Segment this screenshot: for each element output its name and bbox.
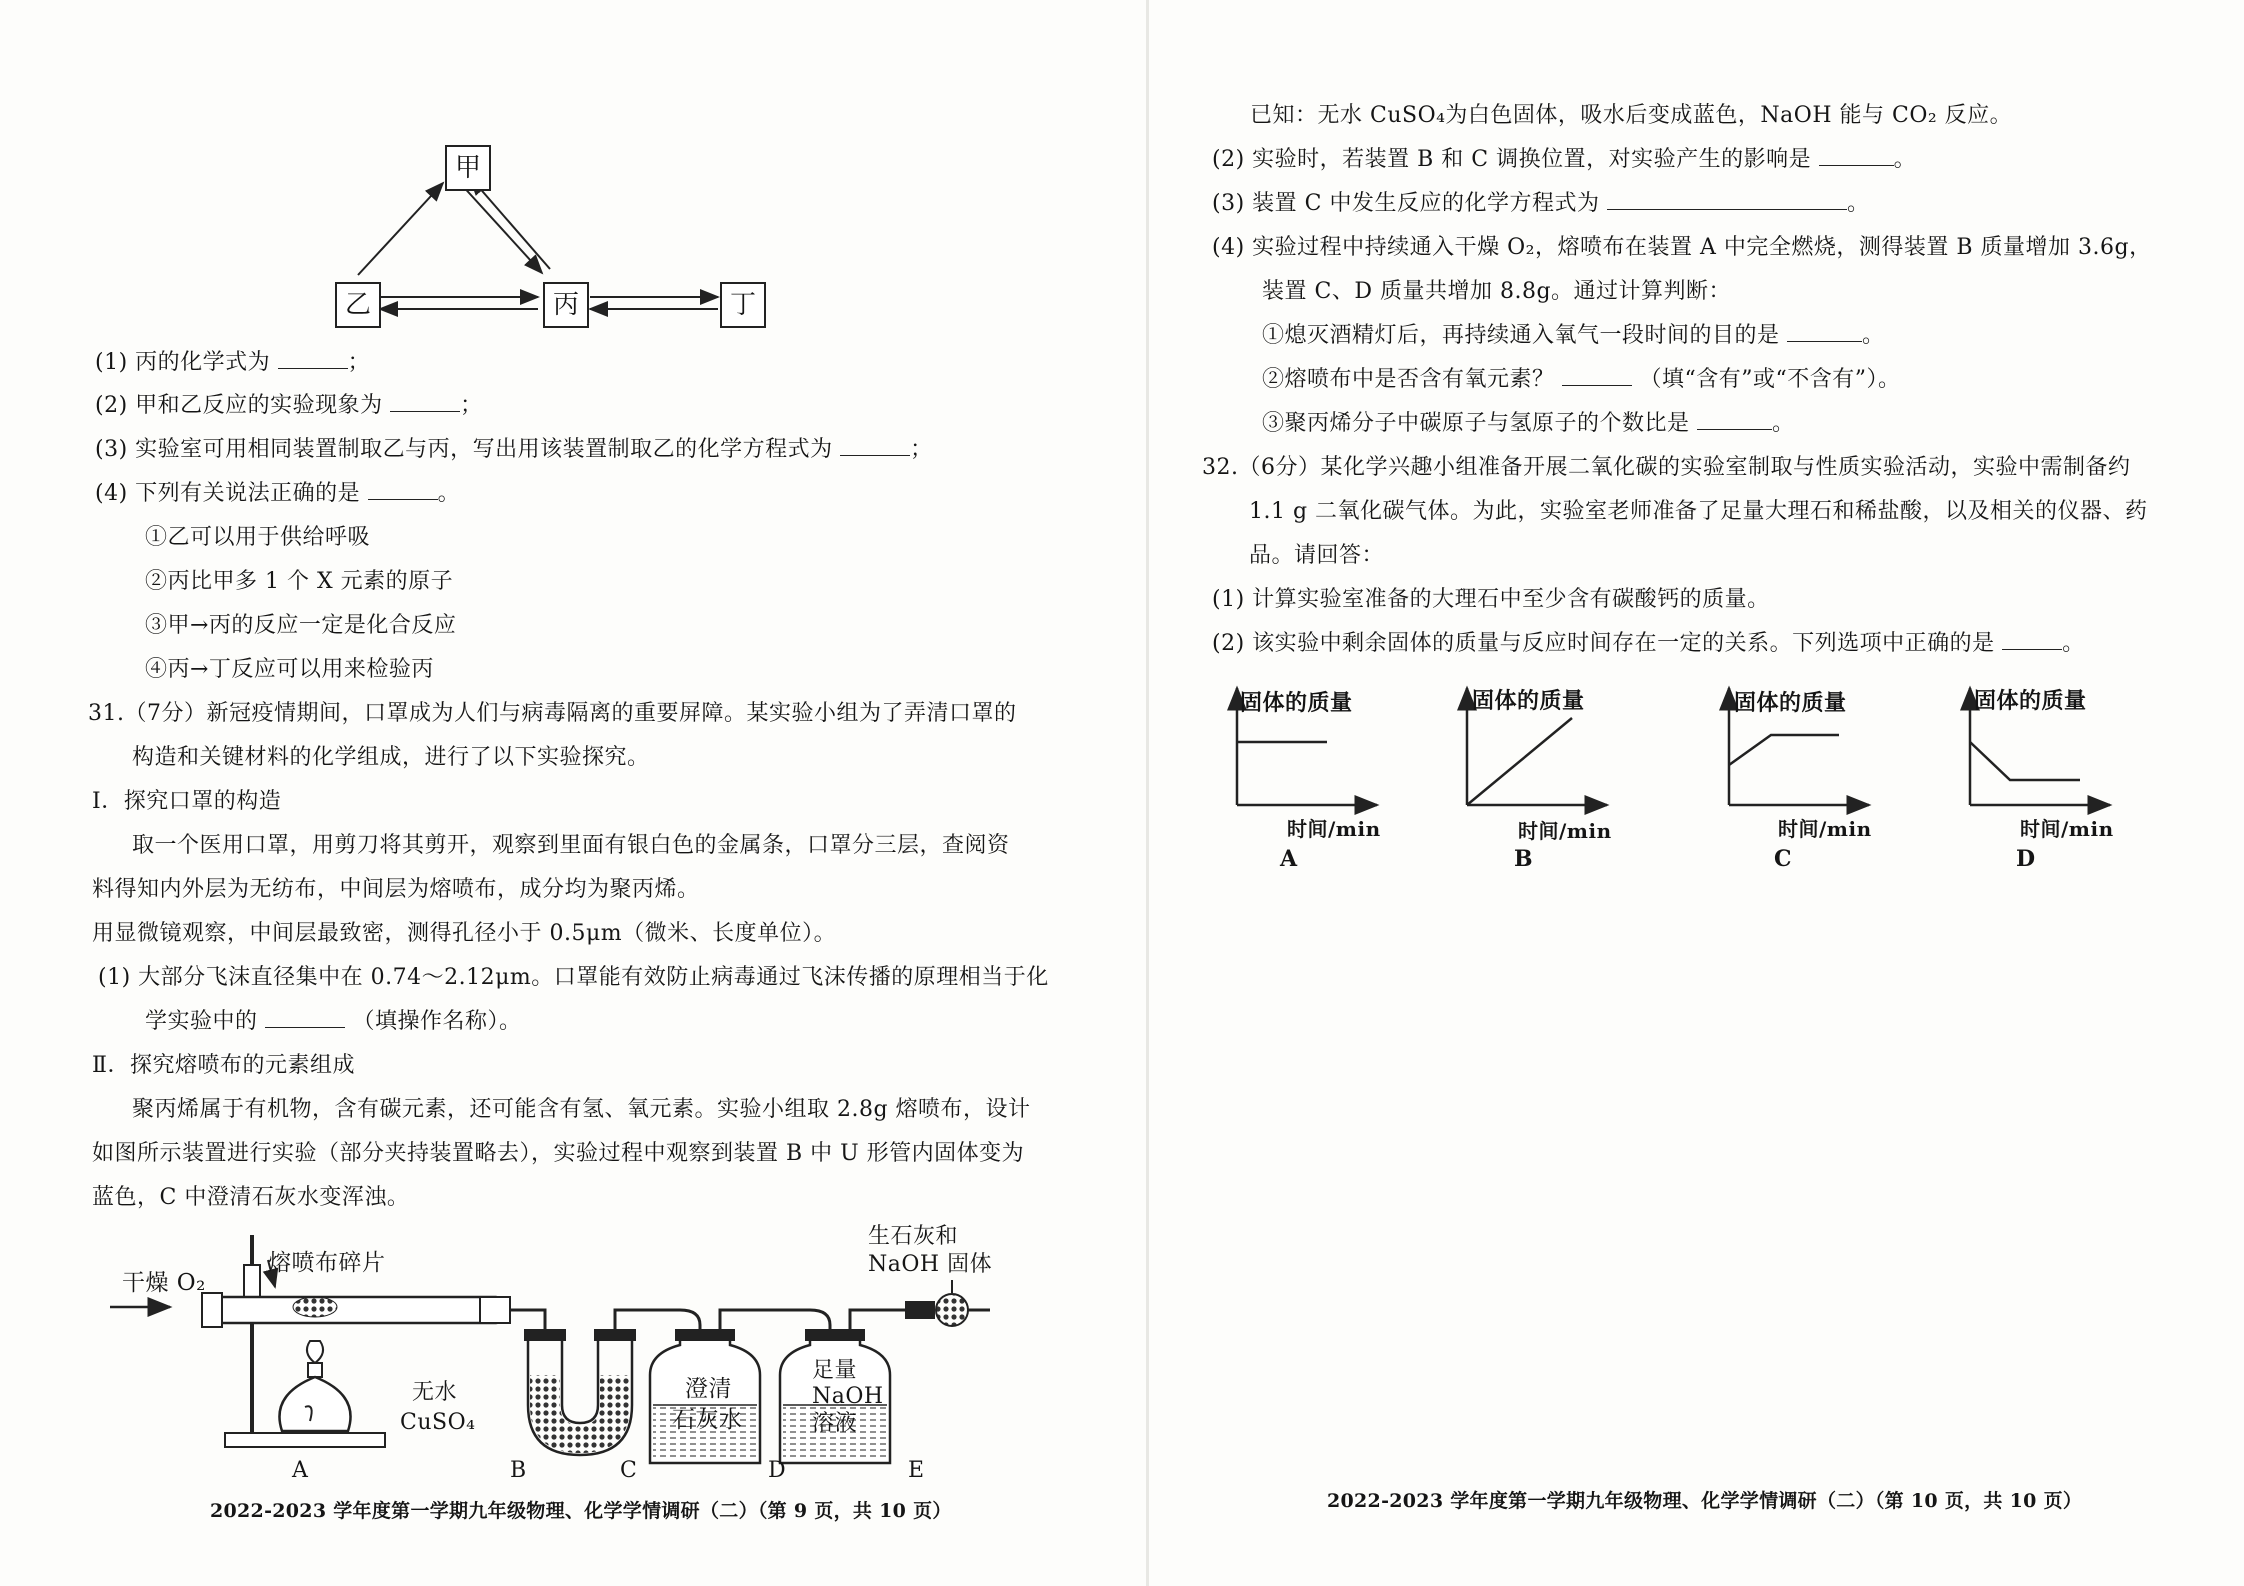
q31-4-b: ②熔喷布中是否含有氧元素？ （填“含有”或“不含有”）。 <box>1262 367 1901 392</box>
graph-c-xlabel: 时间/min <box>1778 817 1872 841</box>
graph-c-curve <box>1729 735 1839 765</box>
q32-stem-2: 1.1 g 二氧化碳气体。为此，实验室老师准备了足量大理石和稀盐酸，以及相关的仪器、药 <box>1249 499 2148 524</box>
apparatus-label-d: D <box>768 1458 787 1483</box>
q31-stem-2: 构造和关键材料的化学组成，进行了以下实验探究。 <box>132 745 650 770</box>
limewater-label-2: 石灰水 <box>672 1407 743 1433</box>
naoh-label-3: 溶液 <box>812 1411 858 1436</box>
graph-d-curve <box>1970 742 2080 780</box>
sample-label: 熔喷布碎片 <box>268 1250 386 1276</box>
graph-a-option[interactable]: A <box>1280 846 1298 872</box>
para-2-line-1: 聚丙烯属于有机物，含有碳元素，还可能含有氢、氧元素。实验小组取 2.8g 熔喷布，设计 <box>132 1097 1031 1122</box>
para-2-line-3: 蓝色，C 中澄清石灰水变浑浊。 <box>92 1185 410 1210</box>
answer-blank[interactable] <box>2002 629 2062 650</box>
footer-right: 2022-2023 学年度第一学期九年级物理、化学学情调研（二）（第 10 页，共 10 页） <box>1327 1490 2083 1512</box>
section-2-title: Ⅱ．探究熔喷布的元素组成 <box>92 1053 355 1078</box>
naoh-label-2: NaOH <box>812 1384 884 1409</box>
para-1-line-3: 用显微镜观察，中间层最致密，测得孔径小于 0.5μm（微米、长度单位）。 <box>92 921 837 946</box>
q30-2: (2) 甲和乙反应的实验现象为 ； <box>95 393 483 418</box>
q31-1-line-2: 学实验中的 （填操作名称）。 <box>145 1009 522 1034</box>
q31-2: (2) 实验时，若装置 B 和 C 调换位置，对实验产生的影响是 。 <box>1212 147 1917 172</box>
answer-blank[interactable] <box>265 1007 345 1028</box>
apparatus-label-b: B <box>510 1458 527 1483</box>
answer-blank[interactable] <box>278 348 348 369</box>
apparatus-label-e: E <box>908 1458 925 1483</box>
q31-stem-1: 31.（7分）新冠疫情期间，口罩成为人们与病毒隔离的重要屏障。某实验小组为了弄清口罩的 <box>88 701 1017 726</box>
node-ding: 丁 <box>720 282 766 328</box>
option-1: ①乙可以用于供给呼吸 <box>145 525 371 550</box>
para-1-line-2: 料得知内外层为无纺布，中间层为熔喷布，成分均为聚丙烯。 <box>92 877 700 902</box>
naoh-label-1: 足量 <box>812 1358 858 1383</box>
graph-b-xlabel: 时间/min <box>1518 819 1612 843</box>
q30-1: (1) 丙的化学式为 ； <box>95 350 371 375</box>
cuso4-label-1: 无水 <box>412 1380 458 1405</box>
answer-blank[interactable] <box>368 479 438 500</box>
q31-4-line-2: 装置 C、D 质量共增加 8.8g。通过计算判断： <box>1262 279 1732 304</box>
footer-left: 2022-2023 学年度第一学期九年级物理、化学学情调研（二）（第 9 页，共 10 页） <box>210 1500 952 1522</box>
drying-label-1: 生石灰和 <box>868 1224 959 1249</box>
option-3: ③甲→丙的反应一定是化合反应 <box>145 613 457 638</box>
right-page <box>1122 0 2244 1586</box>
graph-c-option[interactable]: C <box>1774 846 1793 872</box>
option-4: ④丙→丁反应可以用来检验丙 <box>145 657 434 682</box>
graph-d-xlabel: 时间/min <box>2020 817 2114 841</box>
graph-d-ylabel: 固体的质量 <box>1974 688 2087 714</box>
answer-blank[interactable] <box>1819 145 1894 166</box>
answer-blank[interactable] <box>1787 321 1862 342</box>
graph-b-ylabel: 固体的质量 <box>1472 688 1585 714</box>
q32-2: (2) 该实验中剩余固体的质量与反应时间存在一定的关系。下列选项中正确的是 。 <box>1212 631 2085 656</box>
node-yi: 乙 <box>335 282 381 328</box>
answer-blank[interactable] <box>1562 365 1632 386</box>
q30-3: (3) 实验室可用相同装置制取乙与丙，写出用该装置制取乙的化学方程式为 ； <box>95 437 933 462</box>
graph-b-option[interactable]: B <box>1514 846 1534 872</box>
apparatus-label-a: A <box>292 1458 309 1483</box>
limewater-label-1: 澄清 <box>685 1376 732 1402</box>
q32-stem-3: 品。请回答： <box>1249 543 1385 568</box>
graph-a-xlabel: 时间/min <box>1287 817 1381 841</box>
answer-blank[interactable] <box>1607 189 1847 210</box>
answer-blank[interactable] <box>1697 409 1772 430</box>
answer-blank[interactable] <box>390 391 460 412</box>
apparatus-label-c: C <box>620 1458 638 1483</box>
drying-label-2: NaOH 固体 <box>868 1252 993 1277</box>
known-info: 已知：无水 CuSO₄为白色固体，吸水后变成蓝色，NaOH 能与 CO₂ 反应。 <box>1250 103 2013 128</box>
q31-4-line-1: (4) 实验过程中持续通入干燥 O₂，熔喷布在装置 A 中完全燃烧，测得装置 B 质量增加 3.6g， <box>1212 235 2152 260</box>
answer-blank[interactable] <box>840 435 910 456</box>
graph-b-curve <box>1467 718 1572 805</box>
q31-1-line-1: (1) 大部分飞沫直径集中在 0.74～2.12μm。口罩能有效防止病毒通过飞沫传播的原理相当于化 <box>98 965 1049 990</box>
q30-4: (4) 下列有关说法正确的是 。 <box>95 481 461 506</box>
q32-1: (1) 计算实验室准备的大理石中至少含有碳酸钙的质量。 <box>1212 587 1770 612</box>
q31-3: (3) 装置 C 中发生反应的化学方程式为 。 <box>1212 191 1870 216</box>
node-jia: 甲 <box>445 145 491 191</box>
q31-4-a: ①熄灭酒精灯后，再持续通入氧气一段时间的目的是 。 <box>1262 323 1885 348</box>
para-1-line-1: 取一个医用口罩，用剪刀将其剪开，观察到里面有银白色的金属条，口罩分三层，查阅资 <box>132 833 1010 858</box>
node-bing: 丙 <box>543 282 589 328</box>
para-2-line-2: 如图所示装置进行实验（部分夹持装置略去），实验过程中观察到装置 B 中 U 形管内固体变为 <box>92 1141 1025 1166</box>
graph-a-ylabel: 固体的质量 <box>1240 690 1353 716</box>
graph-d-option[interactable]: D <box>2016 846 2036 872</box>
graph-c-ylabel: 固体的质量 <box>1734 690 1847 716</box>
option-2: ②丙比甲多 1 个 X 元素的原子 <box>145 569 454 594</box>
o2-inlet-label: 干燥 O₂ <box>122 1270 206 1296</box>
q31-4-c: ③聚丙烯分子中碳原子与氢原子的个数比是 。 <box>1262 411 1795 436</box>
section-1-title: Ⅰ．探究口罩的构造 <box>92 789 282 814</box>
cuso4-label-2: CuSO₄ <box>400 1410 476 1435</box>
q32-stem-1: 32.（6分）某化学兴趣小组准备开展二氧化碳的实验室制取与性质实验活动，实验中需制备约 <box>1202 455 2131 480</box>
